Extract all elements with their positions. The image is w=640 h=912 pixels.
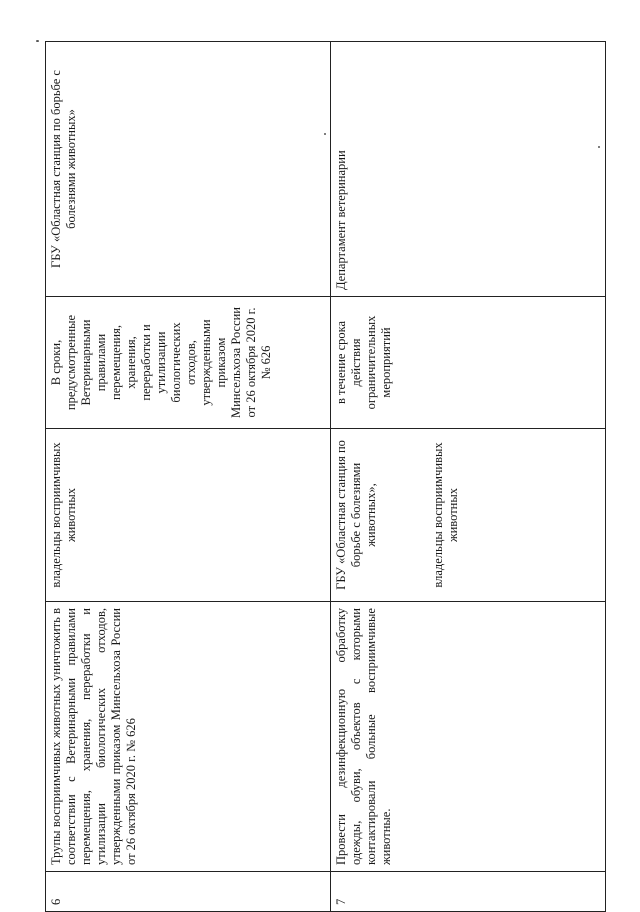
row-number: 7 [331, 872, 606, 912]
measure-cell: Провести дезинфекционную обработку одежды, обуви, объектов с которыми контактировали больные восприимчивые животные. [331, 602, 606, 872]
deadline-cell: в течение срока действия ограничительных мероприятий [331, 297, 606, 429]
executor-cell: владельцы восприимчивых животных [46, 429, 331, 602]
measures-table-rotated [45, 42, 605, 912]
responsible-cell: ГБУ «Областная станция по борьбе с болезнями животных» [46, 42, 331, 297]
scan-speck [36, 40, 39, 42]
executor-cell [331, 429, 606, 602]
deadline-cell: В сроки, предусмотренные Ветеринарными правилами перемещения, хранения, переработки и утилизации биологических отходов, утвержденными приказом Минсельхоза России от 26 октября 2020 г. № 626 [46, 297, 331, 429]
measure-cell: Трупы восприимчивых животных уничтожить в соответствии с Ветеринарными правилами перемещения, хранения, переработки и утилизации биологических отходов, утвержденными приказом Минсельхоза России от 26 октября 2020 г. № 626 [46, 602, 331, 872]
table-row [331, 42, 606, 912]
measures-table [45, 41, 606, 912]
responsible-cell: Департамент ветеринарии [331, 42, 606, 297]
row-number: 6 [46, 872, 331, 912]
table-row [46, 42, 331, 912]
executor-line: ГБУ «Областная станция по борьбе с болезнями животных», [334, 440, 378, 590]
executor-line: владельцы восприимчивых животных [431, 442, 460, 588]
